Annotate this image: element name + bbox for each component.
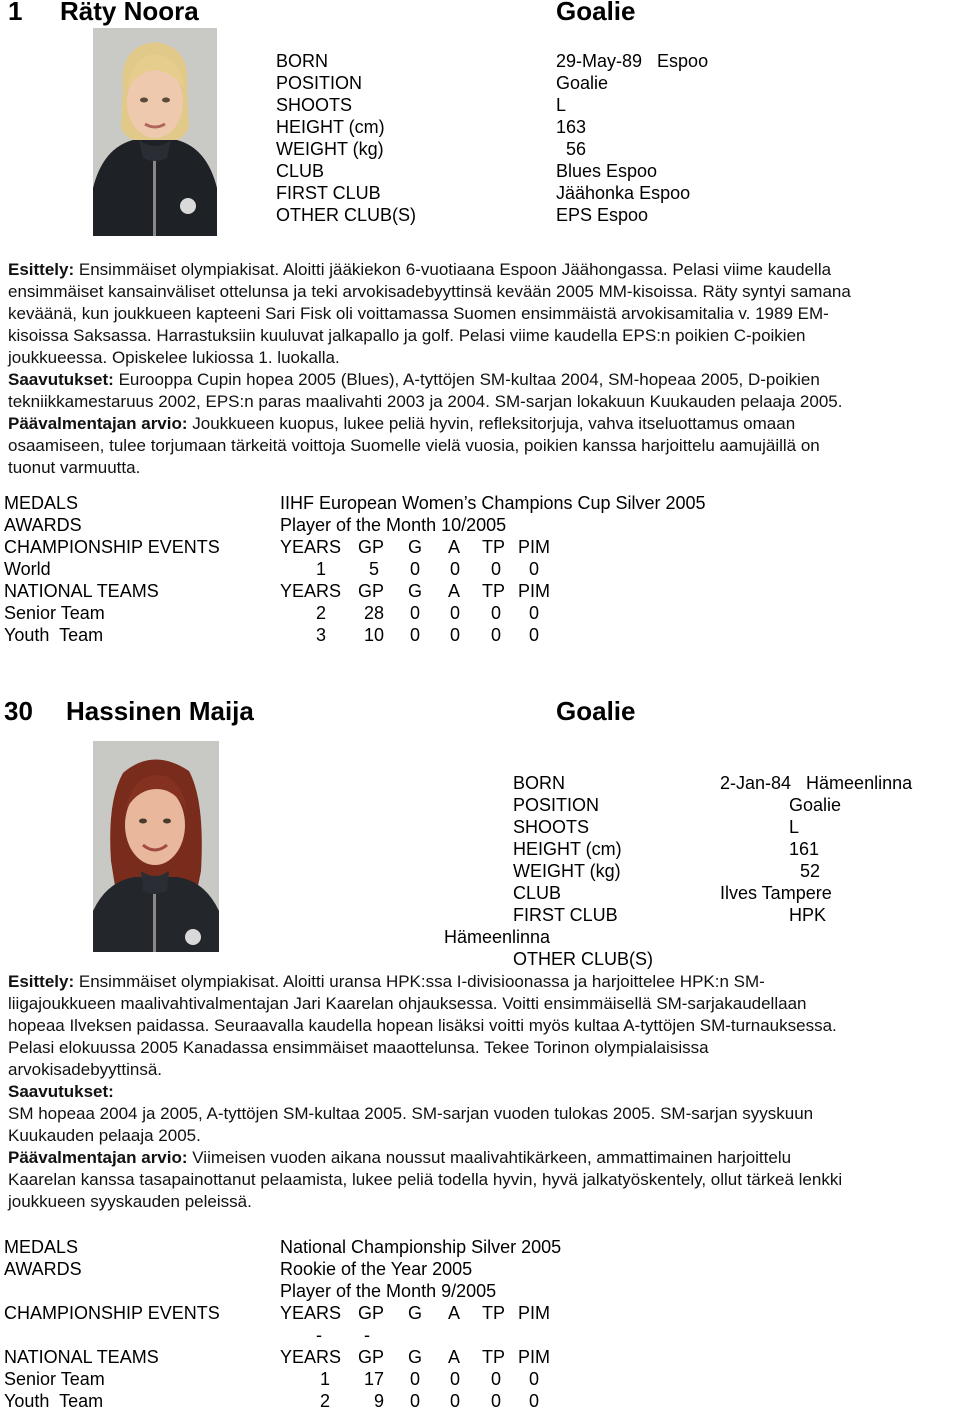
stats-cell: - [364,1325,370,1345]
stats-cell: 0 [491,1369,502,1389]
player-position-header: Goalie [556,696,636,726]
stats-label: CHAMPIONSHIP EVENTS [4,537,220,557]
info-label-position: POSITION [513,795,600,815]
stats-header-pim: PIM [518,581,551,601]
stats-cell: 17 [364,1369,385,1389]
stats-cell: - [316,1325,322,1345]
stats-cell: 3 [316,625,327,645]
achievements-line: SM hopeaa 2004 ja 2005, A-tyttöjen SM-kultaa 2005. SM-sarjan vuoden tulokas 2005. SM-sarjan syyskuun [8,1104,814,1123]
stats-header-pim: PIM [518,537,551,557]
info-value-weight: 52 [800,861,821,881]
stats-cell: 0 [491,1391,502,1411]
info-value-first-club: Jäähonka Espoo [556,183,691,203]
stats-cell: 28 [364,603,385,623]
stats-cell: 0 [491,603,502,623]
stats-header-g: G [408,1303,423,1323]
stats-label: Senior Team [4,603,105,623]
stats-cell: 0 [491,625,502,645]
intro-line: hopeaa Ilveksen paidassa. Seuraavalla kaudella hopean lisäksi voitti myös kultaa A-tyttöjen SM-turnauksessa. [8,1016,837,1035]
info-value-shoots: L [556,95,567,115]
intro-line: keväänä, kun joukkueen kapteeni Sari Fisk oli voittamassa Suomen ensimmäistä arvokisamitalia v. 1989 EM- [8,304,829,323]
stats-header-a: A [448,581,461,601]
stats-label: Senior Team [4,1369,105,1389]
stats-header-gp: GP [358,581,385,601]
info-label-weight: WEIGHT (kg) [276,139,384,159]
stats-cell: 0 [450,1391,461,1411]
intro-label: Esittely: [8,260,75,279]
player-name: Hassinen Maija [66,696,254,726]
info-label-other-clubs: OTHER CLUB(S) [513,949,654,969]
stats-value: Player of the Month 9/2005 [280,1281,497,1301]
info-label-height: HEIGHT (cm) [276,117,385,137]
info-label-other-clubs: OTHER CLUB(S) [276,205,417,225]
info-value-club: Blues Espoo [556,161,658,181]
stats-label: NATIONAL TEAMS [4,581,159,601]
info-value-club: Ilves Tampere [720,883,832,903]
stats-cell: 0 [410,559,421,579]
stats-label: AWARDS [4,515,82,535]
info-value-shoots: L [789,817,800,837]
info-value-born: 29-May-89 Espoo [556,51,709,71]
stats-cell: 0 [529,1391,540,1411]
info-value-height: 161 [789,839,820,859]
stats-cell: 0 [529,625,540,645]
intro-line: Ensimmäiset olympiakisat. Aloitti uransa HPK:ssa I-divisioonassa ja harjoittelee HPK:n SM- [78,972,765,991]
stats-cell: 10 [364,625,385,645]
stats-cell: 5 [369,559,380,579]
stats-header-a: A [448,537,461,557]
stats-header-years: YEARS [280,537,342,557]
player-name: Räty Noora [60,0,199,26]
bio-text [8,259,851,479]
info-value-height: 163 [556,117,587,137]
stats-value: National Championship Silver 2005 [280,1237,562,1257]
player-number: 1 [8,0,23,26]
stats-value: IIHF European Women’s Champions Cup Silver 2005 [280,493,706,513]
stats-header-tp: TP [482,537,506,557]
achievements-label: Saavutukset: [8,1082,114,1101]
stats-label: Youth Team [4,625,104,645]
achievements-line: Kuukauden pelaaja 2005. [8,1126,201,1145]
info-label-first-club: FIRST CLUB [513,905,618,925]
stats-cell: 1 [320,1369,331,1389]
stats-cell: 0 [410,1369,421,1389]
player-photo [93,28,217,236]
info-value-first-club: HPK [789,905,827,925]
info-label-height: HEIGHT (cm) [513,839,622,859]
stats-label: Youth Team [4,1391,104,1411]
stats-header-tp: TP [482,1303,506,1323]
stats-header-a: A [448,1347,461,1367]
coach-label: Päävalmentajan arvio: [8,1148,188,1167]
info-label-position: POSITION [276,73,363,93]
intro-line: arvokisadebyyttinsä. [8,1060,163,1079]
intro-line: liigajoukkueen maalivahtivalmentajan Jari Kaarelan ohjauksessa. Voitti ensimmäisellä SM-sarjakaudellaan [8,994,807,1013]
info-value-weight: 56 [566,139,587,159]
info-value-position: Goalie [556,73,609,93]
coach-line: joukkueen syyskauden peleissä. [8,1192,252,1211]
info-label-born: BORN [276,51,329,71]
intro-line: kisoissa Saksassa. Harrastuksiin kuuluvat jalkapallo ja golf. Pelasi viime kaudella EPS:n poikien C-poikien [8,326,806,345]
stats-cell: 2 [316,603,327,623]
stats-cell: 0 [491,559,502,579]
stats-cell: 0 [450,1369,461,1389]
intro-line: Pelasi elokuussa 2005 Kanadassa ensimmäiset maaottelunsa. Tekee Torinon olympialaisissa [8,1038,709,1057]
stats-header-gp: GP [358,1303,385,1323]
bio-text [8,971,842,1213]
stats-cell: 1 [316,559,327,579]
stats-cell: 0 [529,559,540,579]
stats-label: CHAMPIONSHIP EVENTS [4,1303,220,1323]
player-position-header: Goalie [556,0,636,26]
coach-line: Joukkueen kuopus, lukee peliä hyvin, refleksitorjuja, vahva itseluottamus omaan [192,414,796,433]
stats-cell: 2 [320,1391,331,1411]
coach-line: osaamiseen, tulee torjumaan tärkeitä voittoja Suomelle vielä vuosia, poikien kanssa harjoittelu aamujäillä on [8,436,820,455]
stats-header-gp: GP [358,1347,385,1367]
info-label-shoots: SHOOTS [513,817,590,837]
info-label-weight: WEIGHT (kg) [513,861,621,881]
info-label-shoots: SHOOTS [276,95,353,115]
intro-label: Esittely: [8,972,75,991]
stats-label: AWARDS [4,1259,82,1279]
stats-header-g: G [408,1347,423,1367]
stats-cell: 9 [374,1391,385,1411]
stats-value: Player of the Month 10/2005 [280,515,507,535]
stats-cell: 0 [410,625,421,645]
stats-label: NATIONAL TEAMS [4,1347,159,1367]
stats-header-years: YEARS [280,581,342,601]
stats-value: Rookie of the Year 2005 [280,1259,473,1279]
stats-cell: 0 [450,603,461,623]
stats-label: MEDALS [4,1237,79,1257]
info-value-born: 2-Jan-84 Hämeenlinna [720,773,913,793]
info-value-other-clubs: EPS Espoo [556,205,649,225]
stats-cell: 0 [529,1369,540,1389]
stats-header-pim: PIM [518,1347,551,1367]
coach-line: tuonut varmuutta. [8,458,141,477]
coach-line: Kaarelan kanssa tasapainottanut pelaamista, lukee peliä todella hyvin, hyvä jalkatyöskentely, ollut tärkeä lenkki [8,1170,843,1189]
stats-header-gp: GP [358,537,385,557]
stats-header-g: G [408,537,423,557]
info-value-first-club-city: Hämeenlinna [444,927,551,947]
achievements-label: Saavutukset: [8,370,114,389]
player-number: 30 [4,696,33,726]
info-label-club: CLUB [513,883,562,903]
stats-cell: 0 [450,625,461,645]
stats-header-a: A [448,1303,461,1323]
info-label-first-club: FIRST CLUB [276,183,381,203]
stats-cell: 0 [410,1391,421,1411]
intro-line: joukkueessa. Opiskelee lukiossa 1. luokalla. [8,348,340,367]
info-value-position: Goalie [789,795,842,815]
intro-line: Ensimmäiset olympiakisat. Aloitti jääkiekon 6-vuotiaana Espoon Jäähongassa. Pelasi viime kaudella [78,260,832,279]
stats-header-tp: TP [482,581,506,601]
stats-header-g: G [408,581,423,601]
stats-label: World [4,559,51,579]
stats-cell: 0 [529,603,540,623]
stats-header-tp: TP [482,1347,506,1367]
info-label-born: BORN [513,773,566,793]
stats-header-years: YEARS [280,1303,342,1323]
coach-line: Viimeisen vuoden aikana noussut maalivahtikärkeen, ammattimainen harjoittelu [192,1148,792,1167]
coach-label: Päävalmentajan arvio: [8,414,188,433]
intro-line: ensimmäiset kansainväliset ottelunsa ja teki arvokisadebyyttinsä kevään 2005 MM-kisoissa. Räty syntyi samana [8,282,851,301]
stats-cell: 0 [450,559,461,579]
info-label-club: CLUB [276,161,325,181]
achievements-line: tekniikkamestaruus 2002, EPS:n paras maalivahti 2003 ja 2004. SM-sarjan lokakuun Kuukauden pelaaja 2005. [8,392,843,411]
stats-header-years: YEARS [280,1347,342,1367]
achievements-line: Eurooppa Cupin hopea 2005 (Blues), A-tyttöjen SM-kultaa 2004, SM-hopeaa 2005, D-poikien [118,370,820,389]
stats-label: MEDALS [4,493,79,513]
stats-header-pim: PIM [518,1303,551,1323]
player-photo [93,741,219,952]
stats-cell: 0 [410,603,421,623]
